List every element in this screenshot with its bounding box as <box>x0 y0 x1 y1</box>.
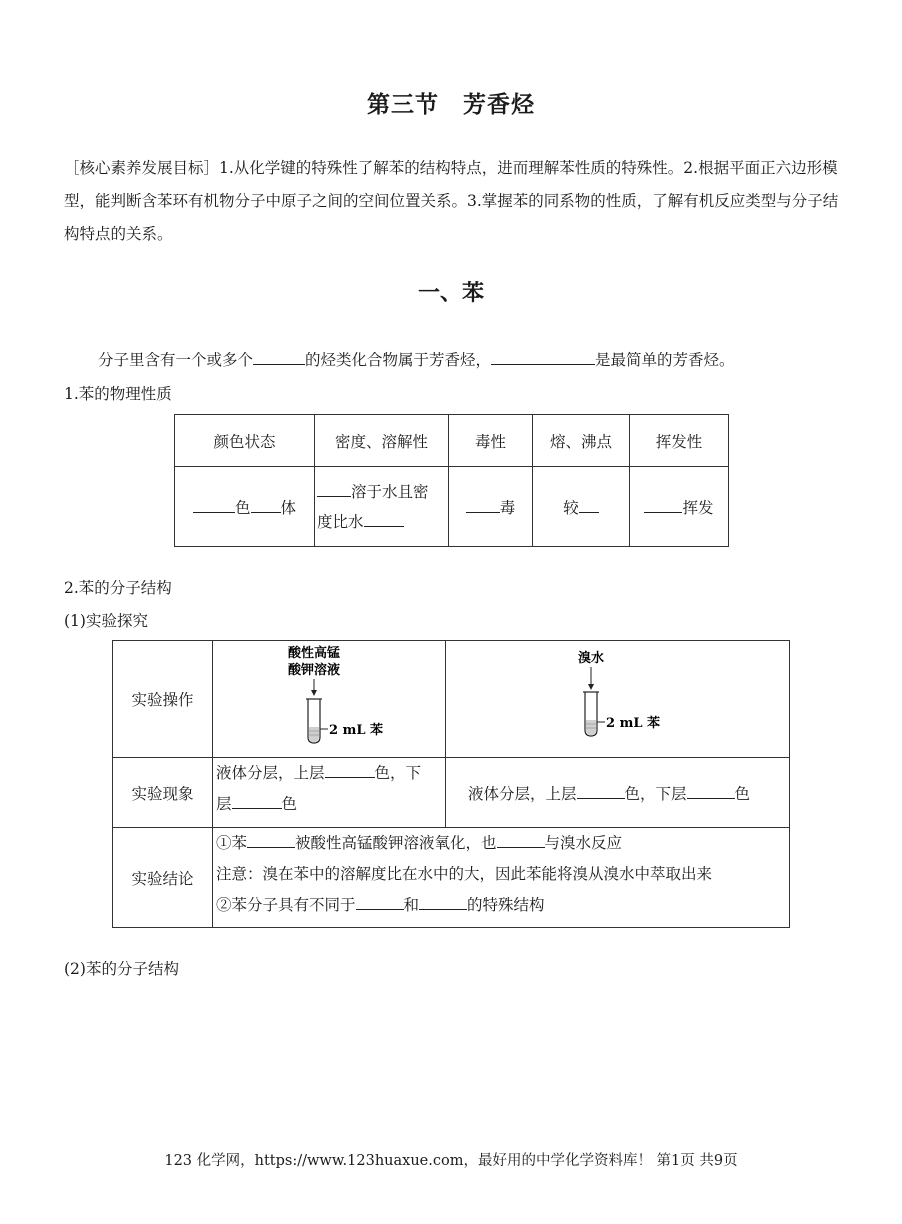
figure-kmno4-test <box>213 641 446 758</box>
section-heading-benzene: 一、苯 <box>417 280 484 306</box>
header-density-solubility: 密度、溶解性 <box>315 415 449 467</box>
cell-text: 的特殊结构 <box>467 896 545 914</box>
header-toxicity: 毒性 <box>449 415 533 467</box>
fill-blank[interactable] <box>356 892 404 910</box>
cell-conclusion <box>213 828 790 928</box>
fill-blank[interactable] <box>253 347 305 365</box>
subheading-benzene-structure: (2)苯的分子结构 <box>64 960 179 978</box>
cell-text: 层 <box>216 795 232 813</box>
fill-blank[interactable] <box>579 495 599 513</box>
row-label-conclusion: 实验结论 <box>113 828 213 928</box>
cell-density-solubility <box>315 467 449 547</box>
cell-text: 度比水 <box>317 512 364 531</box>
cell-text: ①苯 <box>216 834 248 852</box>
reagent-label: 溴水 <box>577 651 605 666</box>
cell-text: 毒 <box>499 499 516 517</box>
intro-text-3: 是最简单的芳香烃。 <box>595 351 735 369</box>
fill-blank[interactable] <box>644 495 682 513</box>
fill-blank[interactable] <box>491 347 595 365</box>
page-title: 第三节 芳香烃 <box>367 91 535 118</box>
cell-text: 色，下层 <box>624 785 687 803</box>
conclusion-note: 注意：溴在苯中的溶解度比在水中的大，因此苯能将溴从溴水中萃取出来 <box>216 865 713 883</box>
test-tube-kmno4-icon <box>213 641 445 753</box>
figure-bromine-water-test <box>446 641 790 758</box>
reagent-label-1: 酸性高锰 <box>287 646 341 661</box>
cell-melting-boiling <box>533 467 630 547</box>
fill-blank[interactable] <box>466 495 500 513</box>
cell-text: 色 <box>734 785 751 803</box>
cell-bromine-phenomenon <box>446 758 790 828</box>
fill-blank[interactable] <box>497 830 545 848</box>
cell-color-state <box>175 467 315 547</box>
cell-text: 与溴水反应 <box>544 834 623 852</box>
fill-blank[interactable] <box>317 479 351 497</box>
cell-text: 液体分层，上层 <box>216 764 325 782</box>
cell-kmno4-phenomenon <box>213 758 446 828</box>
intro-text-2: 的烃类化合物属于芳香烃， <box>305 351 492 369</box>
goals-label: ［核心素养发展目标］ <box>64 159 220 177</box>
cell-text: 溶于水且密 <box>351 482 429 501</box>
fill-blank[interactable] <box>193 495 235 513</box>
cell-text: 色 <box>281 795 298 813</box>
reagent-label-2: 酸钾溶液 <box>287 663 341 678</box>
cell-text: 色，下 <box>374 764 422 782</box>
cell-text: 被酸性高锰酸钾溶液氧化，也 <box>295 834 497 852</box>
header-volatility: 挥发性 <box>630 415 729 467</box>
header-color-state: 颜色状态 <box>175 415 315 467</box>
fill-blank[interactable] <box>687 781 735 799</box>
intro-text-1: 分子里含有一个或多个 <box>98 351 254 369</box>
volume-label: 2 mL 苯 <box>329 723 383 738</box>
header-melting-boiling: 熔、沸点 <box>533 415 630 467</box>
cell-text: 较 <box>563 499 579 517</box>
fill-blank[interactable] <box>577 781 625 799</box>
cell-toxicity <box>449 467 533 547</box>
goals-text: 1.从化学键的特殊性了解苯的结构特点，进而理解苯性质的特殊性。2.根据平面正六边形模型，能判断含苯环有机物分子中原子之间的空间位置关系。3.掌握苯的同系物的性质，了解有机反应类型与分子结构特点的关系。 <box>64 159 839 243</box>
cell-text: 和 <box>403 896 420 914</box>
cell-text: ②苯分子具有不同于 <box>216 896 356 914</box>
fill-blank[interactable] <box>325 760 375 778</box>
page-footer: 123 化学网，https://www.123huaxue.com，最好用的中学化学资料库！ 第1页 共9页 <box>164 1153 738 1169</box>
volume-label: 2 mL 苯 <box>606 716 660 731</box>
fill-blank[interactable] <box>232 791 282 809</box>
test-tube-bromine-icon <box>446 641 788 753</box>
cell-text: 挥发 <box>682 499 714 517</box>
subheading-molecular-structure: 2.苯的分子结构 <box>64 579 172 597</box>
fill-blank[interactable] <box>364 509 404 527</box>
learning-goals <box>64 152 840 251</box>
cell-volatility <box>630 467 729 547</box>
subheading-experiment: (1)实验探究 <box>64 612 148 630</box>
subheading-physical-properties: 1.苯的物理性质 <box>64 385 172 403</box>
fill-blank[interactable] <box>247 830 295 848</box>
fill-blank[interactable] <box>251 495 281 513</box>
cell-text: 液体分层，上层 <box>468 785 577 803</box>
fill-blank[interactable] <box>419 892 467 910</box>
experiment-table <box>112 640 790 928</box>
cell-text: 色 <box>234 499 251 517</box>
physical-properties-table <box>174 414 729 547</box>
row-label-phenomenon: 实验现象 <box>113 758 213 828</box>
cell-text: 体 <box>280 499 297 517</box>
intro-paragraph <box>64 346 840 374</box>
row-label-operation: 实验操作 <box>113 641 213 758</box>
